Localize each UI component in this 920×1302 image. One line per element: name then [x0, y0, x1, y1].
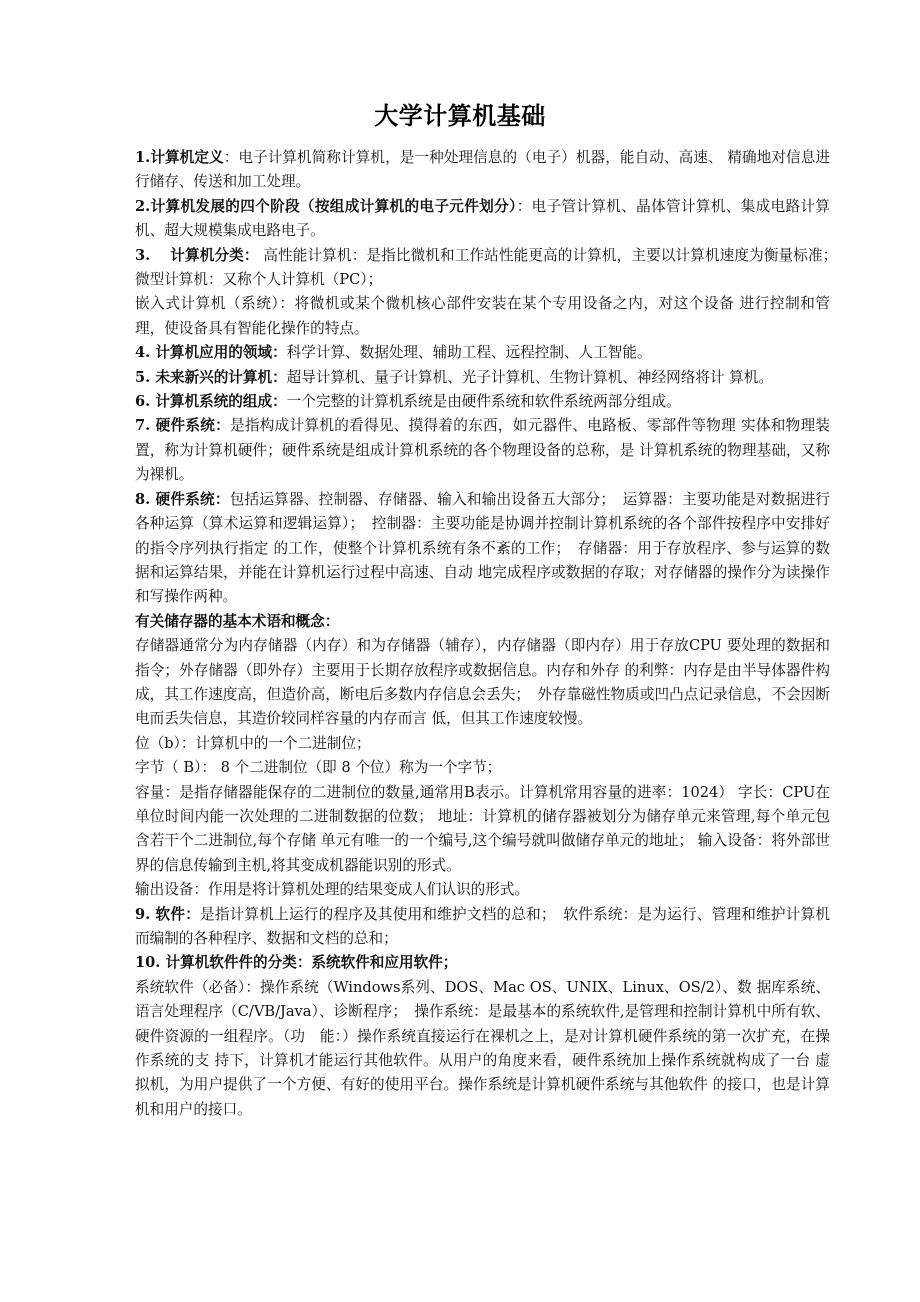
paragraph-application-fields — [135, 341, 830, 365]
paragraph-capacity-terms — [135, 781, 830, 879]
paragraph-output-device — [135, 878, 830, 902]
paragraph-bit — [135, 732, 830, 756]
paragraph-embedded-computer — [135, 292, 830, 341]
paragraph-heading: 3. 计算机分类： — [135, 246, 259, 264]
paragraph-text: 嵌入式计算机（系统）：将微机或某个微机核心部件安装在某个专用设备之内，对这个设备 进行控制和管理，使设备具有智能化操作的特点。 — [135, 295, 830, 337]
paragraph-system-software — [135, 976, 830, 1122]
paragraph-future-computers — [135, 366, 830, 390]
paragraph-heading: 1.计算机定义 — [135, 149, 224, 166]
paragraph-text: 存储器通常分为内存储器（内存）和为存储器（辅存），内存储器（即内存）用于存放CPU 要处理的数据和指令；外存储器（即外存）主要用于长期存放程序或数据信息。内存和外存 的利弊：内存是由半导体器件构成，其工作速度高，但造价高，断电后多数内存信息会丢失； 外存靠磁性物质或凹凸点记录信息，不会因断电而丢失信息，其造价较同样容量的内存而言 低，但其工作速度较慢。 — [135, 637, 830, 728]
paragraph-heading: 10. 计算机软件件的分类：系统软件和应用软件； — [135, 954, 458, 972]
paragraph-heading: 有关储存器的基本术语和概念： — [135, 612, 340, 630]
page-title: 大学计算机基础 — [374, 101, 546, 130]
paragraph-heading: 6. 计算机系统的组成： — [135, 393, 287, 411]
paragraph-heading: 9. 软件： — [135, 905, 201, 923]
paragraph-text: 是指构成计算机的看得见、摸得着的东西，如元器件、电路板、零部件等物理 实体和物理装置，称为计算机硬件；硬件系统是组成计算机系统的各个物理设备的总称，是 计算机系统的物理基础，又称为裸机。 — [135, 417, 830, 484]
paragraph-heading: 4. 计算机应用的领域： — [135, 344, 287, 362]
paragraph-text: ：电子管计算机、晶体管计算机、集成电路计算机、超大规模集成电路电子。 — [135, 197, 830, 240]
paragraph-text: 包括运算器、控制器、存储器、输入和输出设备五大部分； 运算器：主要功能是对数据进行各种运算（算术运算和逻辑运算）； 控制器：主要功能是协调并控制计算机系统的各个部件按程序中安排好的指令序列执行指定 的工作，使整个计算机系统有条不紊的工作； 存储器：用于存放程序、参与运算的数据和运算结果，并能在计算机运行过程中高速、自动 地完成程序或数据的存取；对存储器的操作分为读操作和写操作两种。 — [135, 490, 830, 606]
document-body — [135, 146, 845, 1122]
paragraph-heading: 2.计算机发展的四个阶段（按组成计算机的电子元件划分） — [135, 197, 517, 215]
paragraph-hardware-system — [135, 414, 830, 487]
paragraph-heading: 8. 硬件系统： — [135, 490, 230, 508]
paragraph-text: 容量：是指存储器能保存的二进制位的数量,通常用B表示。计算机常用容量的进率：1024） 字长：CPU在单位时间内能一次处理的二进制数据的位数； 地址：计算机的储存器被划分为储存单元来管理,每个单元包含若干个二进制位,每个存储 单元有唯一的一个编号,这个编号就叫做储存单元的地址； 输入设备：将外部世界的信息传输到主机,将其变成机器能识别的形式。 — [135, 783, 830, 874]
paragraph-text: 系统软件（必备）：操作系统（Windows系列、DOS、Mac OS、UNIX、Linux、OS/2）、数 据库系统、语言处理程序（C/VB/Java）、诊断程序； 操作系统：是最基本的系统软件,是管理和控制计算机中所有软、硬件资源的一组程序。（功 能：）操作系统直接运行在裸机之上，是对计算机硬件系统的第一次扩充，在操作系统的支 持下，计算机才能运行其他软件。从用户的角度来看，硬件系统加上操作系统就构成了一台 虚拟机，为用户提供了一个方便、有好的使用平台。操作系统是计算机硬件系统与其他软件 的接口，也是计算机和用户的接口。 — [135, 978, 830, 1118]
paragraph-computer-classification — [135, 244, 845, 293]
paragraph-text: ：电子计算机简称计算机，是一种处理信息的（电子）机器，能自动、高速、 精确地对信息进行储存、传送和加工处理。 — [135, 149, 830, 191]
paragraph-text: 输出设备：作用是将计算机处理的结果变成人们认识的形式。 — [135, 881, 530, 899]
paragraph-text: 一个完整的计算机系统是由硬件系统和软件系统两部分组成。 — [286, 393, 681, 411]
paragraph-heading: 7. 硬件系统： — [135, 417, 231, 435]
paragraph-hardware-components — [135, 488, 830, 610]
paragraph-computer-definition — [135, 146, 830, 195]
paragraph-heading: 5. 未来新兴的计算机： — [135, 368, 287, 386]
paragraph-text: 高性能计算机：是指比微机和工作站性能更高的计算机，主要以计算机速度为衡量标准； 微型计算机：又称个人计算机（PC）； — [135, 246, 845, 289]
paragraph-text: 位（b）：计算机中的一个二进制位； — [135, 734, 371, 752]
paragraph-software — [135, 903, 830, 952]
paragraph-software-classification — [135, 951, 830, 975]
paragraph-text: 字节（ B）： 8 个二进制位（即 8 个位）称为一个字节； — [135, 759, 502, 777]
paragraph-byte — [135, 756, 830, 780]
paragraph-storage-types — [135, 634, 830, 732]
paragraph-system-composition — [135, 390, 830, 414]
paragraph-development-stages — [135, 195, 830, 244]
paragraph-text: 超导计算机、量子计算机、光子计算机、生物计算机、神经网络将计 算机。 — [286, 368, 773, 386]
paragraph-storage-heading — [135, 610, 830, 634]
paragraph-text: 是指计算机上运行的程序及其使用和维护文档的总和； 软件系统：是为运行、管理和维护计算机而编制的各种程序、数据和文档的总和； — [135, 905, 830, 947]
paragraph-text: 科学计算、数据处理、辅助工程、远程控制、人工智能。 — [286, 344, 652, 362]
